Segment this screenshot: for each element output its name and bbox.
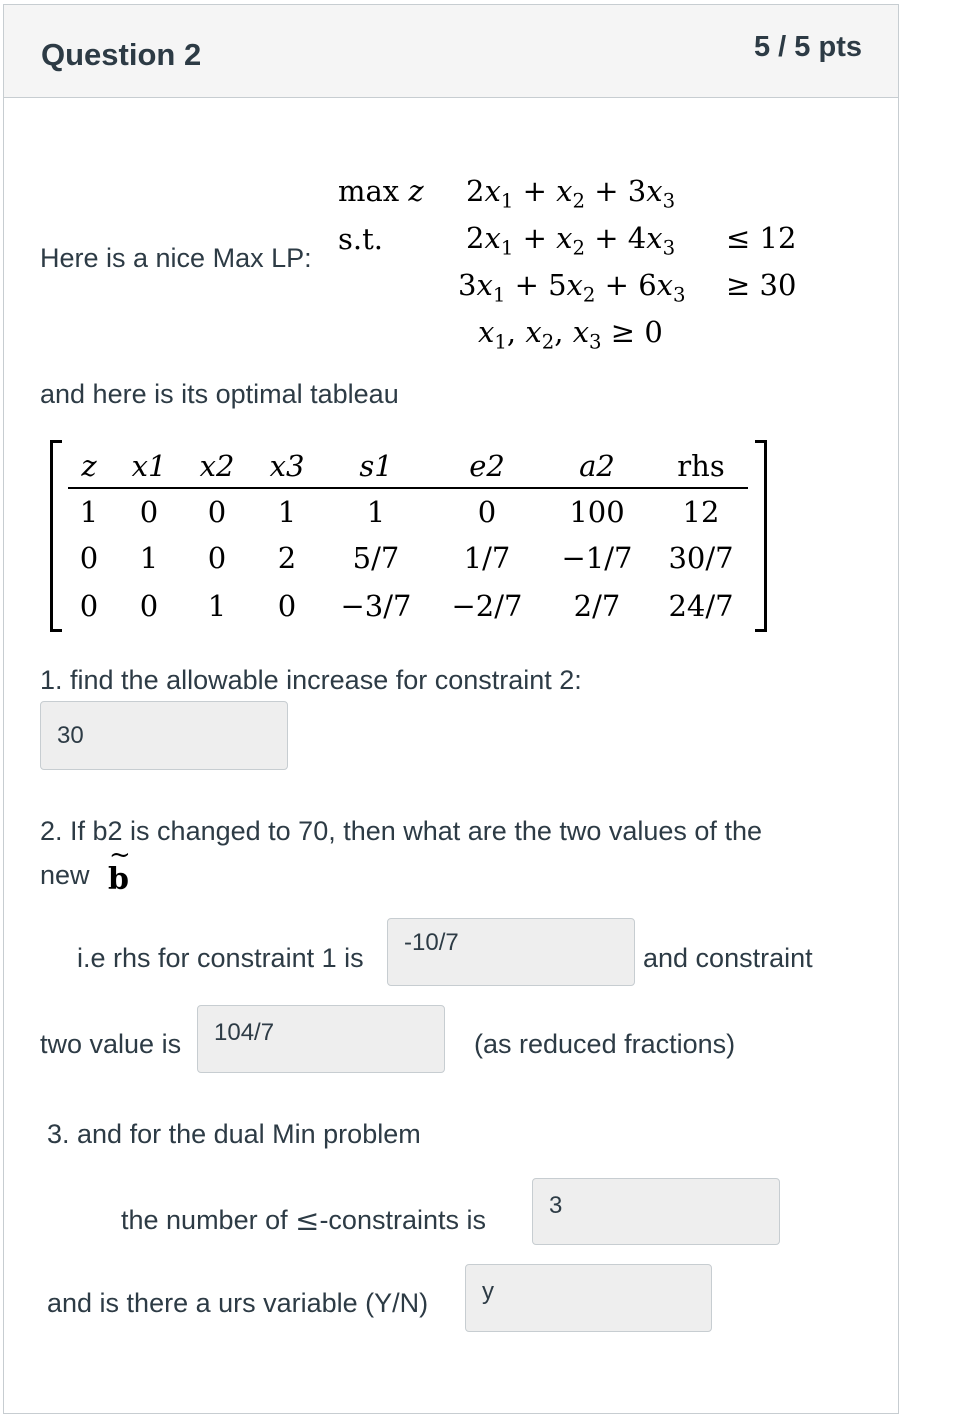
- tableau-header-s1: s1: [359, 449, 393, 483]
- b-symbol: b: [108, 862, 129, 897]
- q3-label-count: [121, 1202, 486, 1236]
- tableau-cell: 5/7: [352, 541, 400, 575]
- tableau-cell: 1: [139, 541, 159, 575]
- q2-label-and-constraint: and constraint: [643, 943, 813, 973]
- q2-answer-constraint2-value: 104/7: [214, 1019, 275, 1046]
- tableau-cell: 24/7: [668, 589, 734, 623]
- tableau-cell: 0: [477, 495, 497, 529]
- q3-label-count-post: -constraints is: [319, 1205, 486, 1235]
- tableau-cell: 1: [366, 495, 386, 529]
- matrix-left-bracket: [50, 440, 62, 632]
- tableau-header-z: z: [81, 449, 97, 483]
- q1-prompt: 1. find the allowable increase for constraint 2:: [40, 665, 582, 695]
- lp-rhs-1-value: 12: [759, 221, 797, 255]
- lp-rhs-2: ≥ 30: [726, 268, 797, 302]
- question-header: [4, 5, 898, 98]
- tableau-cell: 1/7: [463, 541, 511, 575]
- question-title: Question 2: [41, 37, 202, 72]
- tableau-cell: 0: [277, 589, 297, 623]
- tilde-accent: ~: [109, 840, 131, 870]
- q2-prompt-line1: 2. If b2 is changed to 70, then what are the two values of the: [40, 816, 762, 846]
- q3-label-count-pre: the number of: [121, 1205, 288, 1235]
- lp-max-label: [338, 174, 424, 208]
- q2-answer-constraint1-value: -10/7: [404, 929, 459, 956]
- tableau-intro: and here is its optimal tableau: [40, 379, 399, 409]
- tableau-cell: 1: [277, 495, 297, 529]
- tableau-cell: 0: [207, 541, 227, 575]
- tableau-cell: 0: [139, 589, 159, 623]
- tableau-cell: 1: [207, 589, 227, 623]
- tableau-header-rule: [68, 487, 748, 489]
- matrix-right-bracket: [755, 440, 767, 632]
- tableau-cell: 2/7: [573, 589, 621, 623]
- tableau-cell: −1/7: [561, 541, 633, 575]
- lp-constraint-1: $2x_1 + x_2 + 4x_3$: [466, 221, 676, 260]
- b-tilde-symbol: [108, 840, 131, 897]
- lp-rhs-2-value: 30: [759, 268, 797, 302]
- q3-answer-urs-value: y: [482, 1278, 494, 1305]
- q2-answer-constraint2[interactable]: [197, 1005, 445, 1073]
- intro-text: Here is a nice Max LP:: [40, 243, 312, 273]
- q2-note: (as reduced fractions): [474, 1029, 736, 1059]
- q3-answer-urs[interactable]: [465, 1264, 712, 1332]
- lp-nonneg: $x_1$, $x_2$, $x_3 \ge 0$: [478, 315, 663, 354]
- tableau-cell: 30/7: [668, 541, 734, 575]
- tableau-cell: 12: [682, 495, 720, 529]
- tableau-cell: 0: [79, 589, 99, 623]
- q2-answer-constraint1[interactable]: [387, 918, 635, 986]
- q1-answer-field[interactable]: 30: [40, 701, 288, 770]
- q3-answer-count-value: 3: [549, 1192, 563, 1219]
- q3-prompt: 3. and for the dual Min problem: [47, 1119, 421, 1149]
- q2-label-constraint1: i.e rhs for constraint 1 is: [77, 943, 364, 973]
- question-points: 5 / 5 pts: [754, 31, 862, 63]
- lp-objective-var: z: [408, 174, 424, 208]
- tableau-cell: 2: [277, 541, 297, 575]
- tableau-header-e2: e2: [469, 449, 505, 483]
- q2-label-two-value: two value is: [40, 1029, 182, 1059]
- tableau-header-x2: x2: [199, 449, 235, 483]
- q3-answer-count[interactable]: [532, 1178, 780, 1245]
- tableau-cell: 0: [79, 541, 99, 575]
- tableau-cell: 100: [569, 495, 625, 529]
- q2-prompt-line2: new: [40, 860, 90, 890]
- q3-label-urs: and is there a urs variable (Y/N): [47, 1288, 429, 1318]
- tableau-header-a2: a2: [579, 449, 615, 483]
- tableau-header-x3: x3: [269, 449, 305, 483]
- tableau-cell: −3/7: [340, 589, 412, 623]
- lp-nonneg-rhs: 0: [644, 315, 663, 349]
- tableau-cell: 0: [207, 495, 227, 529]
- tableau-cell: 1: [79, 495, 99, 529]
- lp-st-label: s.t.: [338, 222, 383, 256]
- lp-objective: $2x_1 + x_2 + 3x_3$: [466, 174, 676, 213]
- lp-constraint-2: $3x_1 + 5x_2 + 6x_3$: [458, 268, 686, 307]
- tableau-cell: −2/7: [451, 589, 523, 623]
- lp-rhs-1: ≤ 12: [726, 221, 797, 255]
- lp-max-word: max: [338, 174, 400, 208]
- leq-symbol: ≤: [295, 1203, 320, 1237]
- tableau-cell: 0: [139, 495, 159, 529]
- tableau-header-rhs: rhs: [677, 449, 725, 483]
- tableau-header-x1: x1: [131, 449, 167, 483]
